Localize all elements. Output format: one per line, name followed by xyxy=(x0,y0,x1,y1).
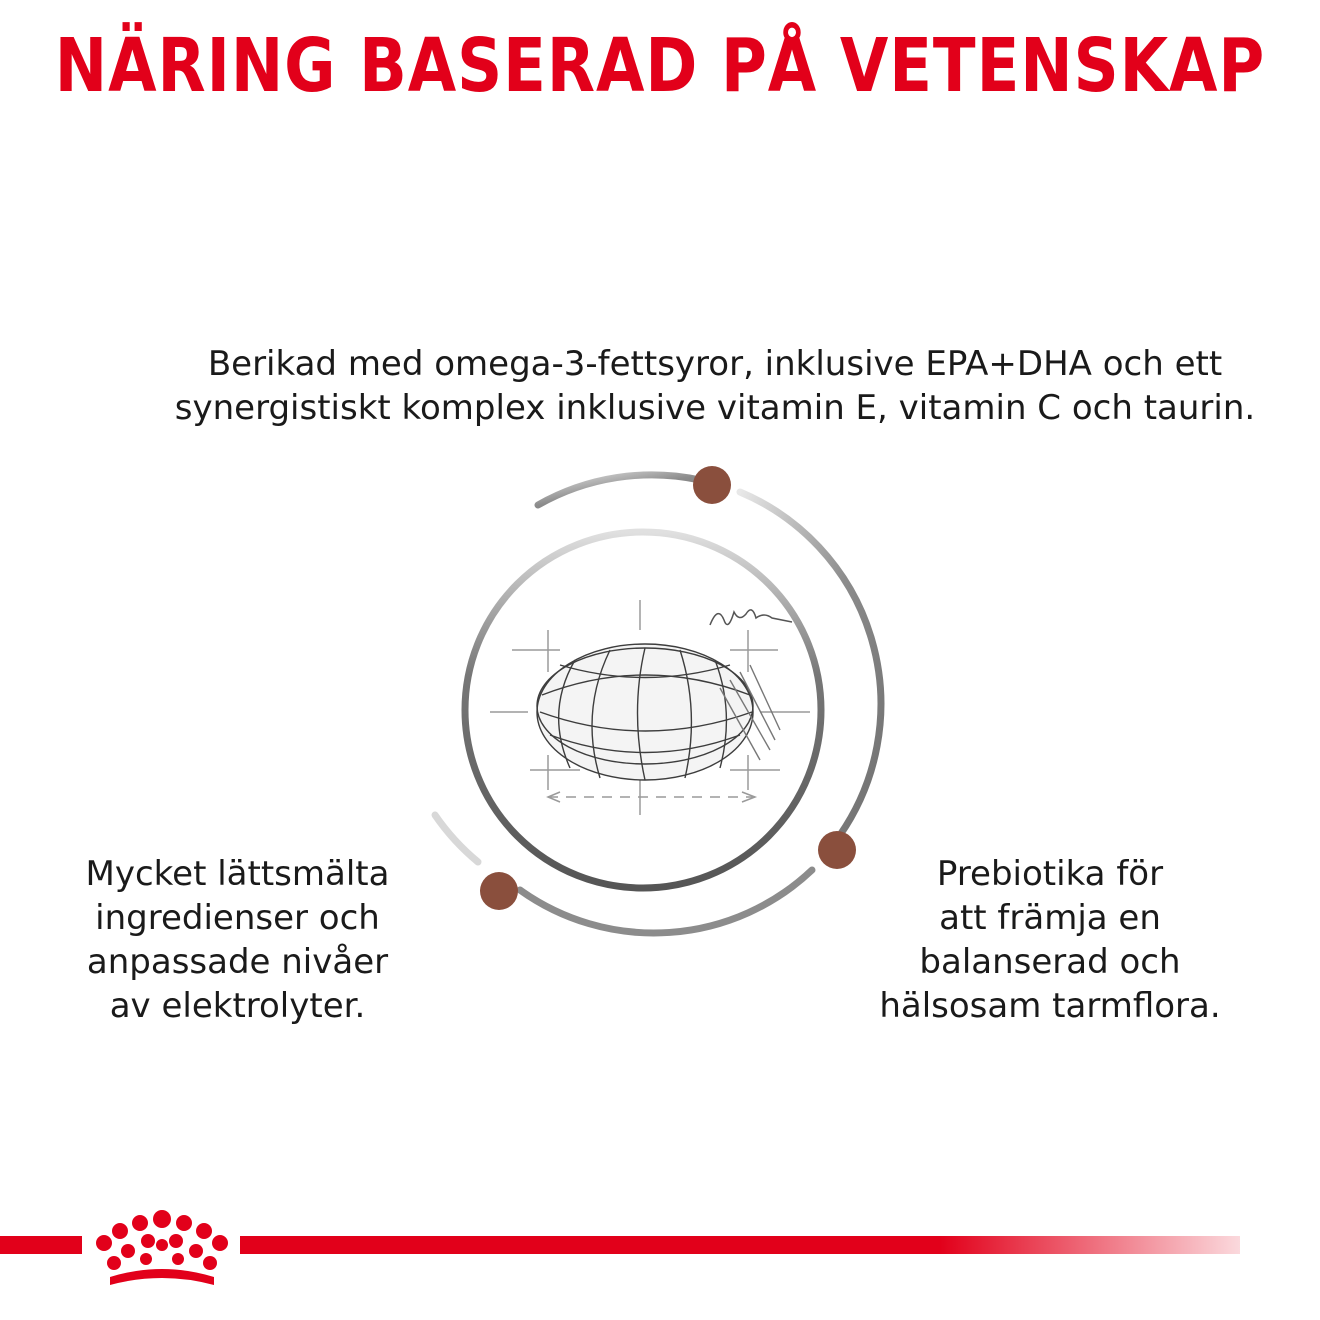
benefit-prebiotics-line: balanserad och xyxy=(919,942,1181,982)
outer-ring-arc xyxy=(435,815,478,862)
benefit-prebiotics xyxy=(860,852,1240,1028)
benefit-prebiotics-line: att främja en xyxy=(939,898,1161,938)
outer-ring-arc xyxy=(740,492,881,835)
outer-ring-arc xyxy=(538,475,700,505)
benefit-digestibility-line: anpassade nivåer xyxy=(86,942,389,982)
footer-bar-left xyxy=(0,1236,82,1254)
benefit-digestibility-line: av elektrolyter. xyxy=(109,986,366,1026)
benefit-prebiotics-line: hälsosam tarmflora. xyxy=(879,986,1221,1026)
signature-icon xyxy=(710,610,792,625)
benefit-digestibility-line: ingredienser och xyxy=(95,898,380,938)
benefit-omega3-line: Berikad med omega-3-fettsyror, inklusive EPA+DHA och ett xyxy=(207,344,1223,384)
outer-ring-arc xyxy=(520,870,812,933)
benefit-omega3-line: synergistiskt komplex inklusive vitamin E, vitamin C och taurin. xyxy=(174,388,1256,428)
benefit-digestibility-line: Mycket lättsmälta xyxy=(85,854,390,894)
page-title: NÄRING BASERAD PÅ VETENSKAP xyxy=(54,23,1266,109)
accent-dot-top xyxy=(693,466,731,504)
benefit-omega3 xyxy=(150,342,1280,430)
kibble-sketch-icon xyxy=(430,450,910,960)
accent-dot-right xyxy=(818,831,856,869)
footer-bar-right xyxy=(240,1236,1240,1254)
benefit-digestibility xyxy=(60,852,415,1028)
royal-canin-crown-logo xyxy=(90,1205,235,1295)
benefit-prebiotics-line: Prebiotika för xyxy=(936,854,1164,894)
accent-dot-left xyxy=(480,872,518,910)
